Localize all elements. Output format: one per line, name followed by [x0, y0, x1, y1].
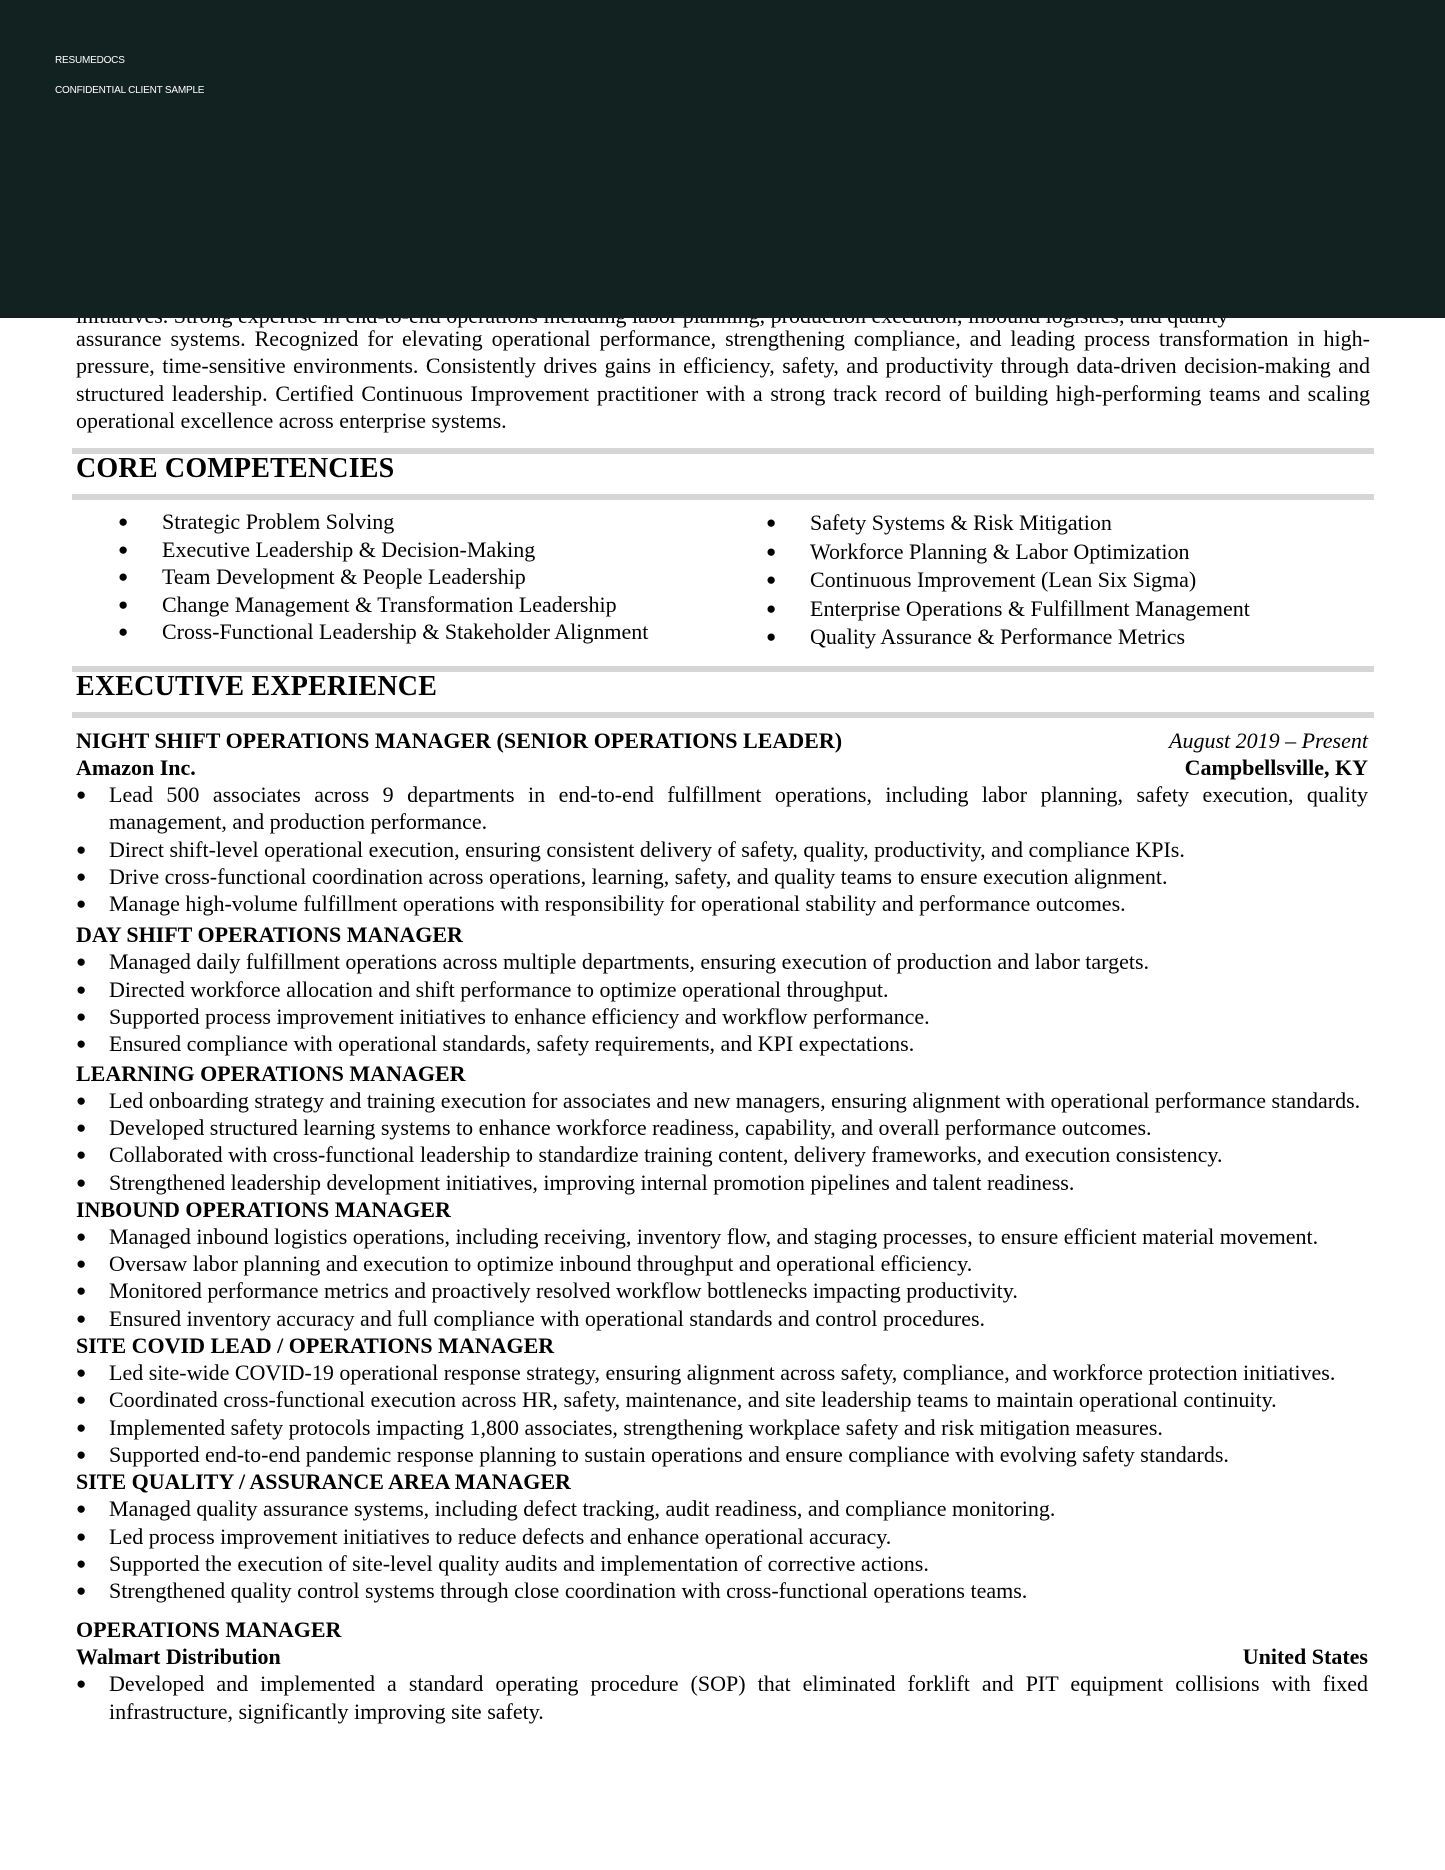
bullet-icon: ●	[118, 594, 129, 614]
bullet-icon: ●	[76, 785, 87, 804]
list-item: ● Directed workforce allocation and shift performance to optimize operational throughput.	[76, 976, 889, 1002]
list-item: ● Ensured inventory accuracy and full compliance with operational standards and control procedures.	[76, 1305, 986, 1331]
list-item: ● Collaborated with cross-functional leadership to standardize training content, delivery frameworks, and execution consistency.	[76, 1142, 1223, 1168]
role-title: LEARNING OPERATIONS MANAGER	[76, 1060, 466, 1086]
bullet-icon: ●	[76, 979, 87, 999]
list-item: ● Strengthened quality control systems through close coordination with cross-functional operations teams.	[76, 1578, 1028, 1604]
experience-section	[76, 727, 1368, 1725]
bullet-icon: ●	[76, 1281, 87, 1301]
list-item: ● Monitored performance metrics and proactively resolved workflow bottlenecks impacting productivity.	[76, 1278, 1018, 1304]
bullet-icon: ●	[76, 894, 87, 914]
bullet-icon: ●	[118, 567, 129, 586]
bullet-icon: ●	[76, 1226, 87, 1246]
header-banner	[0, 0, 1445, 318]
role-title: SITE QUALITY / ASSURANCE AREA MANAGER	[76, 1469, 571, 1495]
bullet-icon: ●	[76, 1145, 87, 1165]
bullet-list	[76, 1223, 1368, 1332]
role-title: INBOUND OPERATIONS MANAGER	[76, 1196, 451, 1222]
role-title: SITE COVID LEAD / OPERATIONS MANAGER	[76, 1333, 555, 1359]
employer-location: United States	[1242, 1644, 1368, 1670]
bullet-icon: ●	[76, 1444, 87, 1464]
bullet-icon: ●	[76, 1526, 87, 1546]
employer-name: Walmart Distribution	[76, 1644, 281, 1670]
bullet-icon: ●	[76, 1553, 87, 1573]
list-item: ● Coordinated cross-functional execution across HR, safety, maintenance, and site leadership teams to maintain operational continuity.	[76, 1387, 1277, 1413]
bullet-list	[76, 1359, 1368, 1468]
section-rule	[72, 494, 1374, 500]
bullet-icon: ●	[766, 627, 777, 647]
list-item: ● Workforce Planning & Labor Optimization	[766, 538, 1250, 567]
list-item: ● Supported the execution of site-level quality audits and implementation of corrective actions.	[76, 1550, 929, 1576]
list-item: ● Led site-wide COVID-19 operational response strategy, ensuring alignment across safety, compliance, and workforce protection initiatives.	[76, 1360, 1336, 1386]
employer-location: Campbellsville, KY	[1184, 755, 1368, 780]
bullet-icon: ●	[76, 866, 87, 886]
employer-line	[76, 754, 1368, 781]
bullet-list	[76, 1087, 1368, 1196]
bullet-icon: ●	[76, 1499, 87, 1519]
list-item: ● Direct shift-level operational execution, ensuring consistent delivery of safety, quality, productivity, and compliance KPIs.	[76, 836, 1185, 862]
competencies-right-list	[766, 509, 1250, 652]
list-item: ● Supported process improvement initiatives to enhance efficiency and workflow performance.	[76, 1004, 930, 1030]
list-item: ● Developed and implemented a standard operating procedure (SOP) that eliminated forklift and PIT equipment collisions with fixed infrastructure, significantly improving site safety.	[76, 1671, 1368, 1724]
brand-name: RESUMEDOCS	[55, 55, 125, 66]
list-item: ● Executive Leadership & Decision-Making	[118, 536, 536, 562]
bullet-icon: ●	[766, 570, 777, 590]
bullet-icon: ●	[76, 1007, 87, 1027]
list-item: ● Developed structured learning systems to enhance workforce readiness, capability, and overall performance outcomes.	[76, 1114, 1152, 1140]
bullet-icon: ●	[76, 1581, 87, 1601]
list-item: ● Led onboarding strategy and training execution for associates and new managers, ensuring alignment with operational performance standards.	[76, 1087, 1361, 1113]
list-item: ● Enterprise Operations & Fulfillment Management	[766, 595, 1250, 624]
list-item: ● Oversaw labor planning and execution to optimize inbound throughput and operational efficiency.	[76, 1251, 973, 1277]
section-title-competencies: CORE COMPETENCIES	[76, 453, 395, 484]
list-item: ● Managed quality assurance systems, including defect tracking, audit readiness, and compliance monitoring.	[76, 1496, 1056, 1522]
bullet-icon: ●	[76, 1417, 87, 1437]
bullet-icon: ●	[76, 1172, 87, 1192]
list-item: ● Change Management & Transformation Leadership	[118, 591, 617, 617]
list-item: ● Strategic Problem Solving	[118, 509, 395, 534]
job-dates: August 2019 – Present	[1169, 728, 1368, 753]
list-item: ● Lead 500 associates across 9 departments in end-to-end fulfillment operations, including labor planning, safety execution, quality management, and production performance.	[76, 782, 1368, 835]
bullet-icon: ●	[118, 539, 129, 559]
list-item: ● Managed daily fulfillment operations across multiple departments, ensuring execution of production and labor targets.	[76, 949, 1150, 975]
bullet-icon: ●	[76, 1090, 87, 1110]
list-item: ● Safety Systems & Risk Mitigation	[766, 509, 1250, 538]
bullet-icon: ●	[766, 513, 777, 532]
bullet-icon: ●	[76, 952, 87, 972]
list-item: ● Team Development & People Leadership	[118, 564, 526, 589]
brand-tagline: CONFIDENTIAL CLIENT SAMPLE	[55, 85, 205, 96]
bullet-icon: ●	[766, 541, 777, 561]
bullet-icon: ●	[76, 1117, 87, 1137]
job-title: OPERATIONS MANAGER	[76, 1617, 342, 1643]
list-item: ● Ensured compliance with operational standards, safety requirements, and KPI expectations.	[76, 1031, 915, 1057]
bullet-list	[76, 1495, 1368, 1604]
bullet-icon: ●	[76, 839, 87, 859]
list-item: ● Continuous Improvement (Lean Six Sigma)	[766, 566, 1250, 595]
list-item: ● Led process improvement initiatives to reduce defects and enhance operational accuracy.	[76, 1523, 892, 1549]
list-item: ● Cross-Functional Leadership & Stakeholder Alignment	[118, 619, 649, 644]
bullet-icon: ●	[76, 1034, 87, 1054]
professional-summary: assurance systems. Recognized for elevating operational performance, strengthening compliance, and leading process transformation in high-pressure, time-sensitive environments. Consistently drives gains in efficiency, safety, and productivity through data-driven decision-making and structured leadership. Certified Continuous Improvement practitioner with a strong track record of building high-performing teams and scaling operational excellence across enterprise systems.	[76, 326, 1370, 433]
job-title: NIGHT SHIFT OPERATIONS MANAGER (SENIOR OPERATIONS LEADER) August 2019 – Present	[76, 728, 1368, 753]
section-rule	[72, 712, 1374, 718]
bullet-icon: ●	[76, 1674, 87, 1694]
bullet-icon: ●	[76, 1254, 87, 1274]
list-item: ● Manage high-volume fulfillment operations with responsibility for operational stability and performance outcomes.	[76, 891, 1126, 917]
bullet-icon: ●	[766, 598, 777, 618]
bullet-list	[76, 1670, 1368, 1725]
list-item: ● Managed inbound logistics operations, including receiving, inventory flow, and staging processes, to ensure efficient material movement.	[76, 1223, 1319, 1249]
competencies-left-list	[118, 508, 648, 646]
section-title-experience: EXECUTIVE EXPERIENCE	[76, 671, 438, 702]
bullet-icon: ●	[118, 622, 129, 641]
role-title: DAY SHIFT OPERATIONS MANAGER	[76, 922, 463, 948]
bullet-icon: ●	[76, 1308, 87, 1328]
employer-name: Amazon Inc.	[76, 755, 196, 780]
bullet-icon: ●	[76, 1390, 87, 1410]
list-item: ● Strengthened leadership development initiatives, improving internal promotion pipelines and talent readiness.	[76, 1169, 1075, 1195]
bullet-icon: ●	[118, 512, 129, 531]
list-item: ● Drive cross-functional coordination across operations, learning, safety, and quality teams to ensure execution alignment.	[76, 863, 1168, 889]
bullet-list	[76, 948, 1368, 1057]
bullet-icon: ●	[76, 1363, 87, 1383]
bullet-list	[76, 781, 1368, 917]
list-item: ● Supported end-to-end pandemic response planning to sustain operations and ensure compliance with evolving safety standards.	[76, 1441, 1229, 1467]
list-item: ● Quality Assurance & Performance Metrics	[766, 623, 1250, 652]
list-item: ● Implemented safety protocols impacting 1,800 associates, strengthening workplace safety and risk mitigation measures.	[76, 1414, 1163, 1440]
employer-line	[76, 1643, 1368, 1670]
